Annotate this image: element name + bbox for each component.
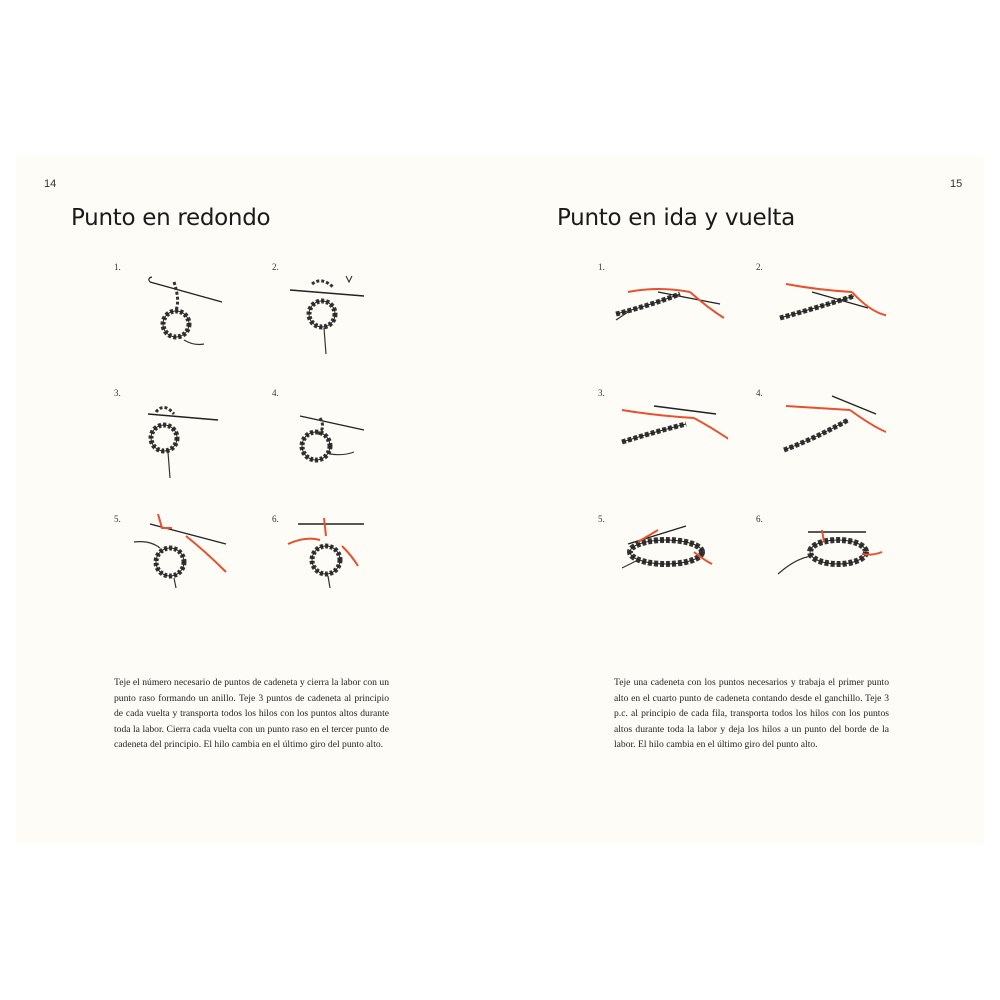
step-number: 6. [272, 514, 279, 524]
round-step-3 [114, 388, 234, 498]
step-number: 4. [272, 388, 279, 398]
description-right: Teje una cadeneta con los puntos necesarios y trabaja el primer punto alto en el cuarto punto de cadeneta contando desde el ganchillo. Teje 3 p.c. al principio de cada fila, transporta todos los hilos con los puntos altos durante toda la labor y deja los hilos a un punto del borde de la labor. El hilo cambia en el último giro del punto alto. [614, 677, 889, 751]
back-forth-step-4 [756, 388, 876, 498]
round-step-6 [272, 514, 392, 624]
crochet-diagram-icon [598, 514, 728, 624]
round-step-4 [272, 388, 392, 498]
back-forth-step-5 [598, 514, 718, 624]
step-number: 1. [114, 262, 121, 272]
step-number: 5. [114, 514, 121, 524]
crochet-diagram-icon [598, 388, 728, 498]
crochet-diagram-icon [756, 388, 886, 498]
crochet-diagram-icon [114, 388, 234, 498]
crochet-diagram-icon [114, 262, 234, 372]
crochet-diagram-icon [756, 262, 886, 372]
crochet-diagram-icon [272, 514, 392, 624]
step-number: 6. [756, 514, 763, 524]
crochet-diagram-icon [114, 514, 234, 624]
round-step-5 [114, 514, 234, 624]
crochet-diagram-icon [272, 388, 392, 498]
page-number-right: 15 [950, 178, 963, 190]
description-left: Teje el número necesario de puntos de cadeneta y cierra la labor con un punto raso formando un anillo. Teje 3 puntos de cadeneta al principio de cada vuelta y transporta todos los hilos con los puntos altos durante toda la labor. Cierra cada vuelta con un punto raso en el tercer punto de cadeneta del principio. El hilo cambia en el último giro del punto alto. [114, 677, 389, 751]
back-forth-step-1 [598, 262, 718, 372]
crochet-diagram-icon [598, 262, 728, 372]
crochet-diagram-icon [272, 262, 392, 372]
back-forth-step-6 [756, 514, 876, 624]
page-title-right: Punto en ida y vuelta [557, 205, 795, 231]
round-step-1 [114, 262, 234, 372]
step-number: 1. [598, 262, 605, 272]
step-number: 3. [598, 388, 605, 398]
step-number: 4. [756, 388, 763, 398]
round-step-2 [272, 262, 392, 372]
step-number: 2. [272, 262, 279, 272]
back-forth-step-2 [756, 262, 876, 372]
back-forth-step-3 [598, 388, 718, 498]
page-title-left: Punto en redondo [71, 205, 271, 231]
step-number: 2. [756, 262, 763, 272]
crochet-diagram-icon [756, 514, 886, 624]
step-number: 3. [114, 388, 121, 398]
page-number-left: 14 [44, 178, 57, 190]
step-number: 5. [598, 514, 605, 524]
